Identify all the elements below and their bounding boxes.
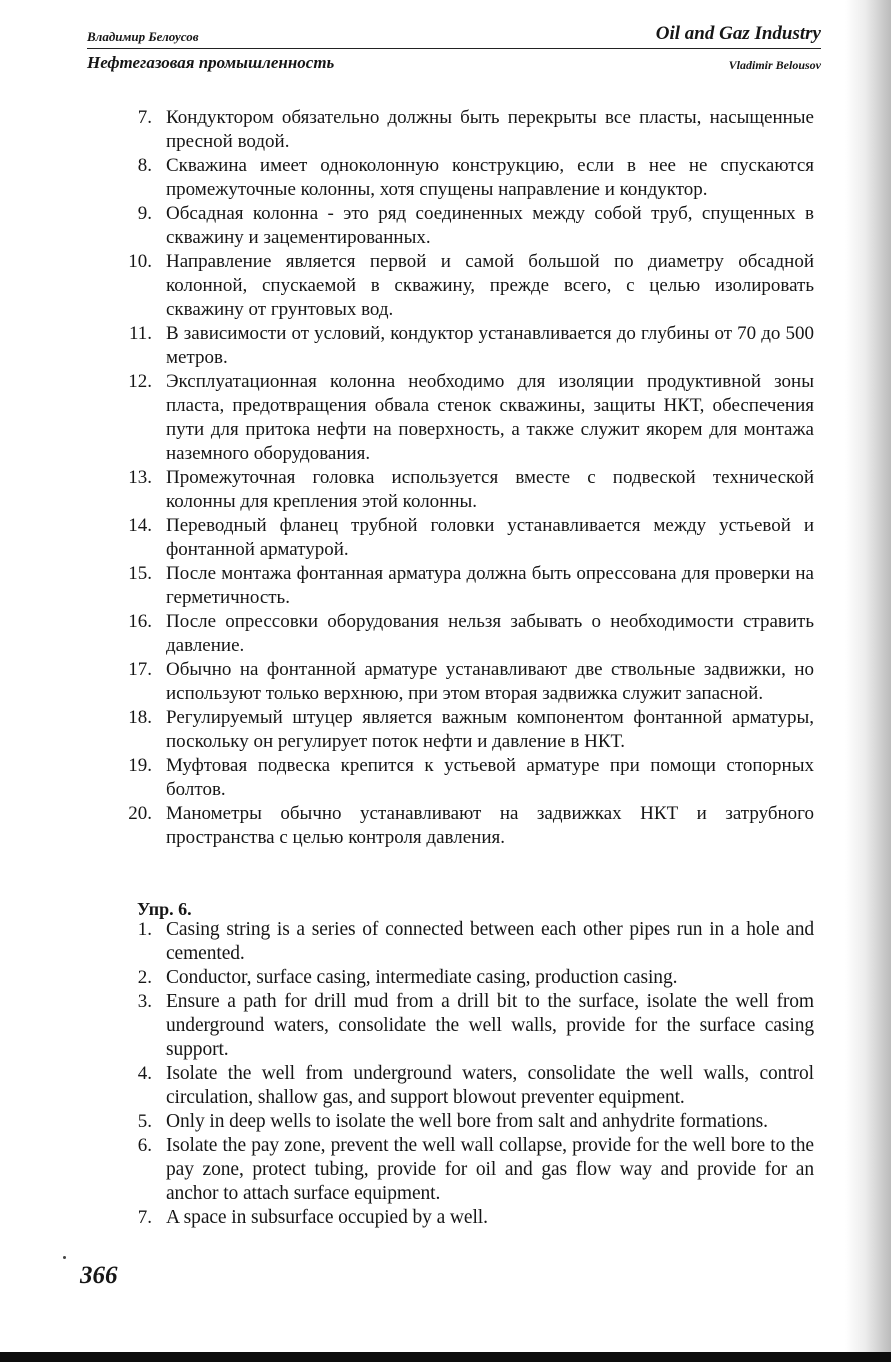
item-text: Ensure a path for drill mud from a drill bit to the surface, isolate the well from underground waters, consolidate the well walls, provide for the surface casing support.: [166, 991, 814, 1060]
item-text: Промежуточная головка используется вместе с подвеской технической колонны для крепления этой колонны.: [166, 467, 814, 512]
item-number: 11.: [128, 323, 152, 344]
list-item: [0, 802, 891, 850]
item-number: 17.: [128, 659, 152, 680]
item-text: Эксплуатационная колонна необходимо для изоляции продуктивной зоны пласта, предотвращения обвала стенок скважины, защиты НКТ, обеспечения пути для притока нефти на поверхность, а также служит якорем для монтажа наземного оборудования.: [166, 371, 814, 464]
scan-bottom-border: [0, 1352, 891, 1362]
header-author-en: Vladimir Belousov: [728, 58, 821, 72]
list-item: [0, 1110, 891, 1134]
list-item: [0, 918, 891, 966]
item-text: После опрессовки оборудования нельзя забывать о необходимости стравить давление.: [166, 611, 814, 656]
item-text: Направление является первой и самой большой по диаметру обсадной колонной, спускаемой в скважину, прежде всего, с целью изолировать скважину от грунтовых вод.: [166, 251, 814, 320]
item-number: 14.: [128, 515, 152, 536]
header-author-ru: Владимир Белоусов: [87, 29, 199, 44]
item-number: 1.: [137, 919, 152, 940]
list-item: [0, 610, 891, 658]
item-text: Обычно на фонтанной арматуре устанавливают две ствольные задвижки, но используют только верхнюю, при этом вторая задвижка служит запасной.: [166, 659, 814, 704]
header-book-title-en: Oil and Gaz Industry: [655, 23, 821, 44]
item-text: A space in subsurface occupied by a well.: [166, 1207, 488, 1228]
list-item: [0, 706, 891, 754]
item-number: 12.: [128, 371, 152, 392]
item-number: 13.: [128, 467, 152, 488]
item-number: 16.: [128, 611, 152, 632]
list-item: [0, 466, 891, 514]
list-item: [0, 250, 891, 322]
item-text: Casing string is a series of connected between each other pipes run in a hole and cemented.: [166, 919, 814, 964]
running-header-top: [87, 24, 821, 49]
item-text: Кондуктором обязательно должны быть перекрыты все пласты, насыщенные пресной водой.: [166, 107, 814, 152]
page-number: 366: [80, 1262, 118, 1289]
item-text: Переводный фланец трубной головки устанавливается между устьевой и фонтанной арматурой.: [166, 515, 814, 560]
item-number: 6.: [137, 1135, 152, 1156]
item-number: 9.: [137, 203, 152, 224]
list-item: [0, 370, 891, 466]
item-number: 4.: [137, 1063, 152, 1084]
item-text: Скважина имеет одноколонную конструкцию, если в нее не спускаются промежуточные колонны, хотя спущены направление и кондуктор.: [166, 155, 814, 200]
list-item: [0, 106, 891, 154]
list-item: [0, 514, 891, 562]
item-number: 7.: [137, 107, 152, 128]
english-answers-list: [0, 918, 891, 1230]
item-number: 3.: [137, 991, 152, 1012]
list-item: [0, 562, 891, 610]
item-number: 10.: [128, 251, 152, 272]
header-book-title-ru: Нефтегазовая промышленность: [87, 53, 335, 72]
item-text: Манометры обычно устанавливают на задвижках НКТ и затрубного пространства с целью контроля давления.: [166, 803, 814, 848]
list-item: [0, 202, 891, 250]
list-item: [0, 754, 891, 802]
list-item: [0, 1206, 891, 1230]
list-item: [0, 966, 891, 990]
item-number: 5.: [137, 1111, 152, 1132]
russian-statements-list: [0, 106, 891, 850]
item-number: 20.: [128, 803, 152, 824]
item-text: Only in deep wells to isolate the well bore from salt and anhydrite formations.: [166, 1111, 768, 1132]
list-item: [0, 154, 891, 202]
exercise-heading: Упр. 6.: [137, 899, 192, 919]
item-text: После монтажа фонтанная арматура должна быть опрессована для проверки на герметичность.: [166, 563, 814, 608]
list-item: [0, 1134, 891, 1206]
item-number: 8.: [137, 155, 152, 176]
list-item: [0, 658, 891, 706]
item-number: 15.: [128, 563, 152, 584]
list-item: [0, 1062, 891, 1110]
list-item: [0, 322, 891, 370]
item-text: Муфтовая подвеска крепится к устьевой арматуре при помощи стопорных болтов.: [166, 755, 814, 800]
item-text: Isolate the pay zone, prevent the well wall collapse, provide for the well bore to the pay zone, protect tubing, provide for oil and gas flow way and provide for an anchor to attach surface equipment.: [166, 1135, 814, 1204]
item-text: Isolate the well from underground waters, consolidate the well walls, control circulation, shallow gas, and support blowout preventer equipment.: [166, 1063, 814, 1108]
item-number: 19.: [128, 755, 152, 776]
list-item: [0, 990, 891, 1062]
item-number: 7.: [137, 1207, 152, 1228]
scan-speck: [63, 1256, 66, 1259]
item-text: Регулируемый штуцер является важным компонентом фонтанной арматуры, поскольку он регулирует поток нефти и давление в НКТ.: [166, 707, 814, 752]
item-number: 2.: [137, 967, 152, 988]
item-text: В зависимости от условий, кондуктор устанавливается до глубины от 70 до 500 метров.: [166, 323, 814, 368]
running-header-bottom: [87, 52, 821, 76]
item-text: Conductor, surface casing, intermediate casing, production casing.: [166, 967, 678, 988]
item-text: Обсадная колонна - это ряд соединенных между собой труб, спущенных в скважину и зацементированных.: [166, 203, 814, 248]
item-number: 18.: [128, 707, 152, 728]
